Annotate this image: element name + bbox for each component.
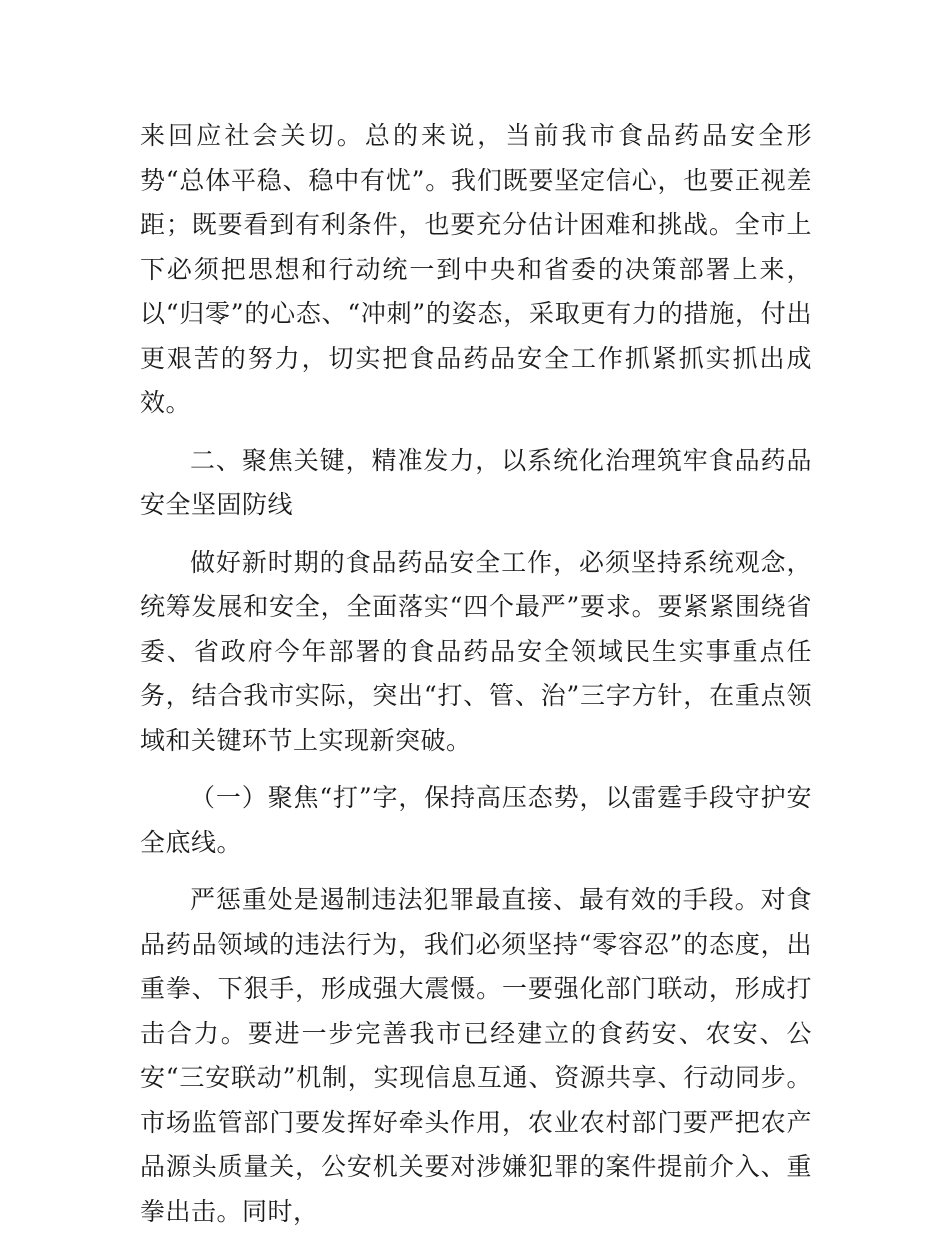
document-body [140, 114, 812, 1234]
subsection-heading: （一）聚焦“打”字，保持高压态势，以雷霆手段守护安全底线。 [140, 783, 812, 857]
section-heading: 二、聚焦关键，精准发力，以系统化治理筑牢食品药品安全坚固防线 [140, 445, 812, 519]
paragraph-body: 严惩重处是遏制违法犯罪最直接、最有效的手段。对食品药品领域的违法行为，我们必须坚持“零容忍”的态度，出重拳、下狠手，形成强大震慑。一要强化部门联动，形成打击合力。要进一步完善我市已经建立的食药安、农安、公安“三安联动”机制，实现信息互通、资源共享、行动同步。市场监管部门要发挥好牵头作用，农业农村部门要严把农产品源头质量关，公安机关要对涉嫌犯罪的案件提前介入、重拳出击。同时， [140, 885, 812, 1226]
paragraph-intro: 做好新时期的食品药品安全工作，必须坚持系统观念，统筹发展和安全，全面落实“四个最严”要求。要紧紧围绕省委、省政府今年部署的食品药品安全领域民生实事重点任务，结合我市实际，突出“打、管、治”三字方针，在重点领域和关键环节上实现新突破。 [140, 547, 812, 755]
paragraph-continuation: 来回应社会关切。总的来说，当前我市食品药品安全形势“总体平稳、稳中有忧”。我们既要坚定信心，也要正视差距；既要看到有利条件，也要充分估计困难和挑战。全市上下必须把思想和行动统一到中央和省委的决策部署上来，以“归零”的心态、“冲刺”的姿态，采取更有力的措施，付出更艰苦的努力，切实把食品药品安全工作抓紧抓实抓出成效。 [140, 121, 812, 417]
